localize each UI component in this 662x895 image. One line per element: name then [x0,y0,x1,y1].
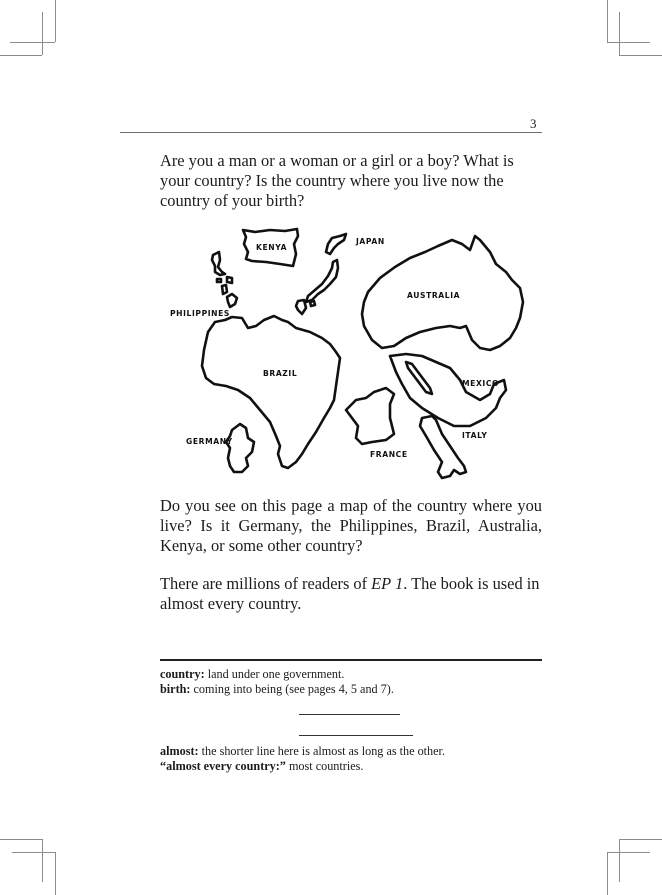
footnote-almost [160,744,560,759]
crop-mark [55,0,56,42]
japan-outline [296,300,306,314]
footnote-country [160,667,560,682]
page-number: 3 [530,116,537,131]
map-question-paragraph: Do you see on this page a map of the country where you live? Is it Germany, the Philippines, Brazil, Australia, Kenya, or some other country? [160,496,542,555]
footnote-term: country: [160,667,205,681]
world-countries-map [160,222,542,484]
footnote-almost-every-country [160,759,560,774]
mexico-outline [406,362,432,394]
map-label-australia: AUSTRALIA [407,291,461,300]
crop-mark [607,852,608,895]
book-title: EP 1 [371,574,404,593]
japan-outline [306,260,338,302]
crop-mark [619,839,662,840]
map-label-kenya: KENYA [256,243,288,252]
footnote-birth [160,682,560,697]
crop-mark [607,852,650,853]
crop-mark [607,0,608,42]
map-label-mexico: MEXICO [462,379,500,388]
crop-mark [55,852,56,895]
footnote-definition: most countries. [285,759,364,773]
crop-mark [42,839,43,882]
crop-mark [10,42,55,43]
footnote-definition: land under one government. [204,667,345,681]
crop-mark [0,839,42,840]
long-demo-line [299,735,413,736]
philippines-outline [227,277,232,283]
readers-text-after: . The book is used in almost every country. [160,574,540,613]
short-demo-line [299,714,400,715]
footnote-rule [160,659,542,661]
intro-paragraph: Are you a man or a woman or a girl or a boy? What is your country? Is the country where you live now the country of your birth? [160,151,514,210]
map-label-france: FRANCE [370,450,408,459]
crop-mark [42,12,43,55]
crop-mark [12,852,55,853]
germany-outline [226,424,254,472]
crop-mark [0,55,42,56]
crop-mark [619,12,620,55]
france-outline [346,388,394,444]
map-label-brazil: BRAZIL [263,369,298,378]
map-label-philippines: PHILIPPINES [170,309,230,318]
header-rule [120,132,542,133]
japan-outline [326,234,346,254]
japan-outline [310,301,315,306]
map-label-italy: ITALY [462,431,488,440]
map-label-japan: JAPAN [356,237,385,246]
philippines-outline [217,279,221,282]
philippines-outline [212,252,225,275]
readers-text-before: There are millions of readers of [160,574,372,593]
philippines-outline [227,294,237,307]
footnote-definition: the shorter line here is almost as long as the other. [198,744,445,758]
map-label-germany: GERMANY [186,437,233,446]
crop-mark [619,55,662,56]
crop-mark [607,42,650,43]
footnote-term: birth: [160,682,191,696]
footnote-definition: coming into being (see pages 4, 5 and 7). [190,682,394,696]
philippines-outline [222,285,227,294]
footnote-term: “almost every country:” [160,759,286,773]
footnote-term: almost: [160,744,199,758]
readers-paragraph [160,574,542,614]
crop-mark [619,839,620,882]
